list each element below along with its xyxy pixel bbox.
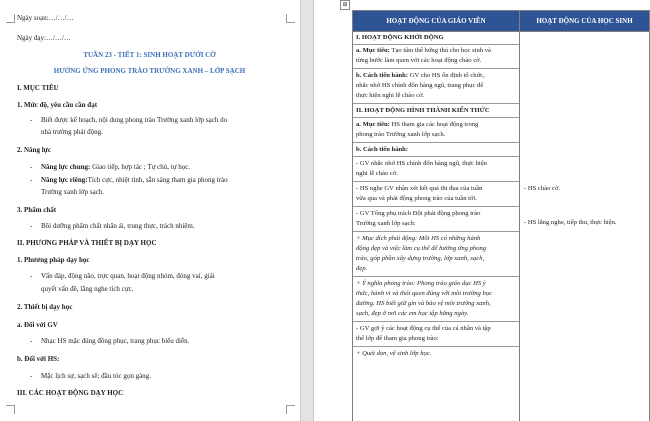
- header-student-activity: HOẠT ĐỘNG CỦA HỌC SINH: [520, 11, 650, 32]
- lesson-prep-date: Ngày soạn:…/…/…: [17, 14, 74, 22]
- subsection-heading: 3. Phẩm chất: [17, 206, 57, 214]
- subsection-heading: 2. Năng lực: [17, 146, 51, 154]
- body-text: [41, 163, 190, 172]
- row-divider: [353, 68, 519, 69]
- page-gutter: [300, 0, 314, 421]
- cell-text-italic: động đẹp và việc làm cụ thể để hưởng ứng phong: [356, 245, 487, 252]
- body-text: Nhạc HS mặc đúng đồng phục, trang phục biểu diễn.: [41, 337, 190, 345]
- cell-text: [356, 47, 491, 56]
- body-text: Trường xanh lớp sạch.: [41, 188, 105, 196]
- row-divider: [353, 321, 519, 322]
- cell-text: nghi lễ chào cờ.: [356, 170, 398, 177]
- cell-text: nhắc nhở HS chỉnh đốn hàng ngũ, trang phục để: [356, 82, 484, 89]
- list-bullet: -: [30, 372, 33, 380]
- section-heading: II. PHƯƠNG PHÁP VÀ THIẾT BỊ DẠY HỌC: [17, 239, 157, 247]
- list-bullet: -: [30, 176, 33, 184]
- cell-text-italic: thức, hành vi và thói quen đúng với môi trường học: [356, 290, 493, 297]
- margin-corner-mark: [6, 14, 15, 23]
- body-text: quyết vấn đề, lắng nghe tích cực.: [41, 285, 134, 293]
- list-bullet: -: [30, 163, 33, 171]
- lesson-title: TUẦN 23 - TIẾT 1: SINH HOẠT DƯỚI CỜ: [83, 51, 216, 59]
- cell-text: vừa qua và phát động phong trào của tuần tới.: [356, 195, 477, 202]
- list-bullet: -: [30, 272, 33, 280]
- lesson-teach-date: Ngày dạy:…/…/…: [17, 34, 71, 42]
- activity-table: [352, 10, 650, 421]
- cell-text-italic: + Quét dọn, vệ sinh lớp học.: [356, 350, 432, 357]
- cell-text-italic: trào, góp phần xây dựng trường, lớp xanh, sạch,: [356, 255, 485, 262]
- body-text-bold: Năng lực chung:: [41, 163, 91, 171]
- body-text: Bồi dưỡng phẩm chất nhân ái, trung thực, trách nhiệm.: [41, 222, 195, 230]
- cell-text: GV cho HS ổn định tổ chức,: [408, 72, 485, 79]
- subsection-heading: b. Đối với HS:: [17, 355, 60, 363]
- cell-text: - GV nhắc nhở HS chỉnh đốn hàng ngũ, thực hiện: [356, 160, 487, 167]
- body-text: nhà trường phát động.: [41, 128, 103, 136]
- margin-corner-mark: [286, 405, 295, 414]
- body-text-bold: Năng lực riêng:: [41, 176, 88, 184]
- body-text: Mặc lịch sự, sạch sẽ; đầu tóc gọn gàng.: [41, 372, 151, 380]
- body-text: [41, 176, 228, 185]
- cell-text: [356, 121, 478, 130]
- table-header-row: [353, 11, 650, 32]
- row-divider: [353, 231, 519, 232]
- student-activity-cell[interactable]: [520, 32, 650, 421]
- cell-text: - GV Tổng phụ trách Đội phát động phong trào: [356, 210, 481, 217]
- row-divider: [353, 117, 519, 118]
- cell-text-bold: a. Mục tiêu:: [356, 121, 390, 128]
- cell-text-italic: đẹp.: [356, 265, 368, 272]
- cell-text: [356, 72, 485, 81]
- cell-text-italic: sạch, đẹp ở nơi các em học tập hằng ngày.: [356, 310, 469, 317]
- body-text: Vấn đáp, động não, trực quan, hoạt động nhóm, đóng vai, giải: [41, 272, 215, 280]
- body-text: Biết được kế hoạch, nội dung phong trào Trường xanh lớp sạch do: [41, 116, 228, 124]
- subsection-heading: 1. Mức độ, yêu cầu cần đạt: [17, 101, 98, 109]
- header-teacher-activity: HOẠT ĐỘNG CỦA GIÁO VIÊN: [353, 11, 520, 32]
- body-text: Tích cực, nhiệt tình, sẵn sàng tham gia phong trào: [87, 176, 228, 184]
- list-bullet: -: [30, 337, 33, 345]
- cell-text: - GV gợi ý các hoạt động cụ thể của cá nhân và tập: [356, 325, 491, 332]
- cell-text: - HS lắng nghe, tiếp thu, thực hiện.: [524, 219, 617, 226]
- table-row: [353, 32, 650, 421]
- row-divider: [353, 103, 519, 104]
- cell-heading: b. Cách tiến hành:: [356, 146, 409, 153]
- table-move-handle-icon[interactable]: ⊞: [340, 0, 350, 10]
- cell-text: Tạo tâm thế hứng thú cho học sinh và: [389, 47, 491, 54]
- cell-heading: I. HOẠT ĐỘNG KHỞI ĐỘNG: [356, 34, 444, 41]
- cell-text-italic: đường. HS biết giữ gìn và bảo vệ môi trường xanh,: [356, 300, 491, 307]
- cell-heading: II. HOẠT ĐỘNG HÌNH THÀNH KIẾN THỨC: [356, 107, 490, 114]
- cell-text: thể lớp để tham gia phong trào:: [356, 335, 439, 342]
- row-divider: [353, 181, 519, 182]
- margin-corner-mark: [286, 14, 295, 23]
- row-divider: [353, 156, 519, 157]
- list-bullet: -: [30, 116, 33, 124]
- subsection-heading: 2. Thiết bị dạy học: [17, 303, 73, 311]
- subsection-heading: 1. Phương pháp dạy học: [17, 256, 90, 264]
- section-heading: I. MỤC TIÊU: [17, 84, 59, 92]
- cell-text: - HS nghe GV nhận xét kết quả thi đua của tuần: [356, 185, 483, 192]
- right-page: [314, 0, 650, 421]
- list-bullet: -: [30, 222, 33, 230]
- cell-text: - HS chào cờ.: [524, 185, 561, 192]
- cell-text: HS tham gia các hoạt động trong: [389, 121, 479, 128]
- lesson-subtitle: HƯỞNG ỨNG PHONG TRÀO TRƯỜNG XANH – LỚP SẠCH: [53, 67, 246, 75]
- cell-text-bold: b. Cách tiến hành:: [356, 72, 409, 79]
- cell-text: Trường xanh lớp sạch:: [356, 220, 416, 227]
- teacher-activity-cell[interactable]: [353, 32, 520, 421]
- body-text: Giao tiếp, hợp tác ; Tự chủ, tự học.: [90, 163, 191, 171]
- section-heading: III. CÁC HOẠT ĐỘNG DẠY HỌC: [17, 389, 124, 397]
- row-divider: [353, 346, 519, 347]
- cell-text: thực hiện nghi lễ chào cờ.: [356, 92, 425, 99]
- margin-corner-mark: [6, 405, 15, 414]
- cell-text: phong trào Trường xanh lớp sạch.: [356, 131, 446, 138]
- left-page: [0, 0, 300, 421]
- cell-text-italic: + Ý nghĩa phong trào: Phong trào giáo dục HS ý: [356, 280, 486, 287]
- row-divider: [353, 142, 519, 143]
- cell-text: từng bước làm quen với các hoạt động chào cờ.: [356, 57, 482, 64]
- subsection-heading: a. Đối với GV: [17, 321, 58, 329]
- cell-text-italic: + Mục đích phát động: Mỗi HS có những hành: [356, 235, 481, 242]
- cell-text-bold: a. Mục tiêu:: [356, 47, 390, 54]
- row-divider: [353, 276, 519, 277]
- row-divider: [353, 206, 519, 207]
- row-divider: [353, 44, 519, 45]
